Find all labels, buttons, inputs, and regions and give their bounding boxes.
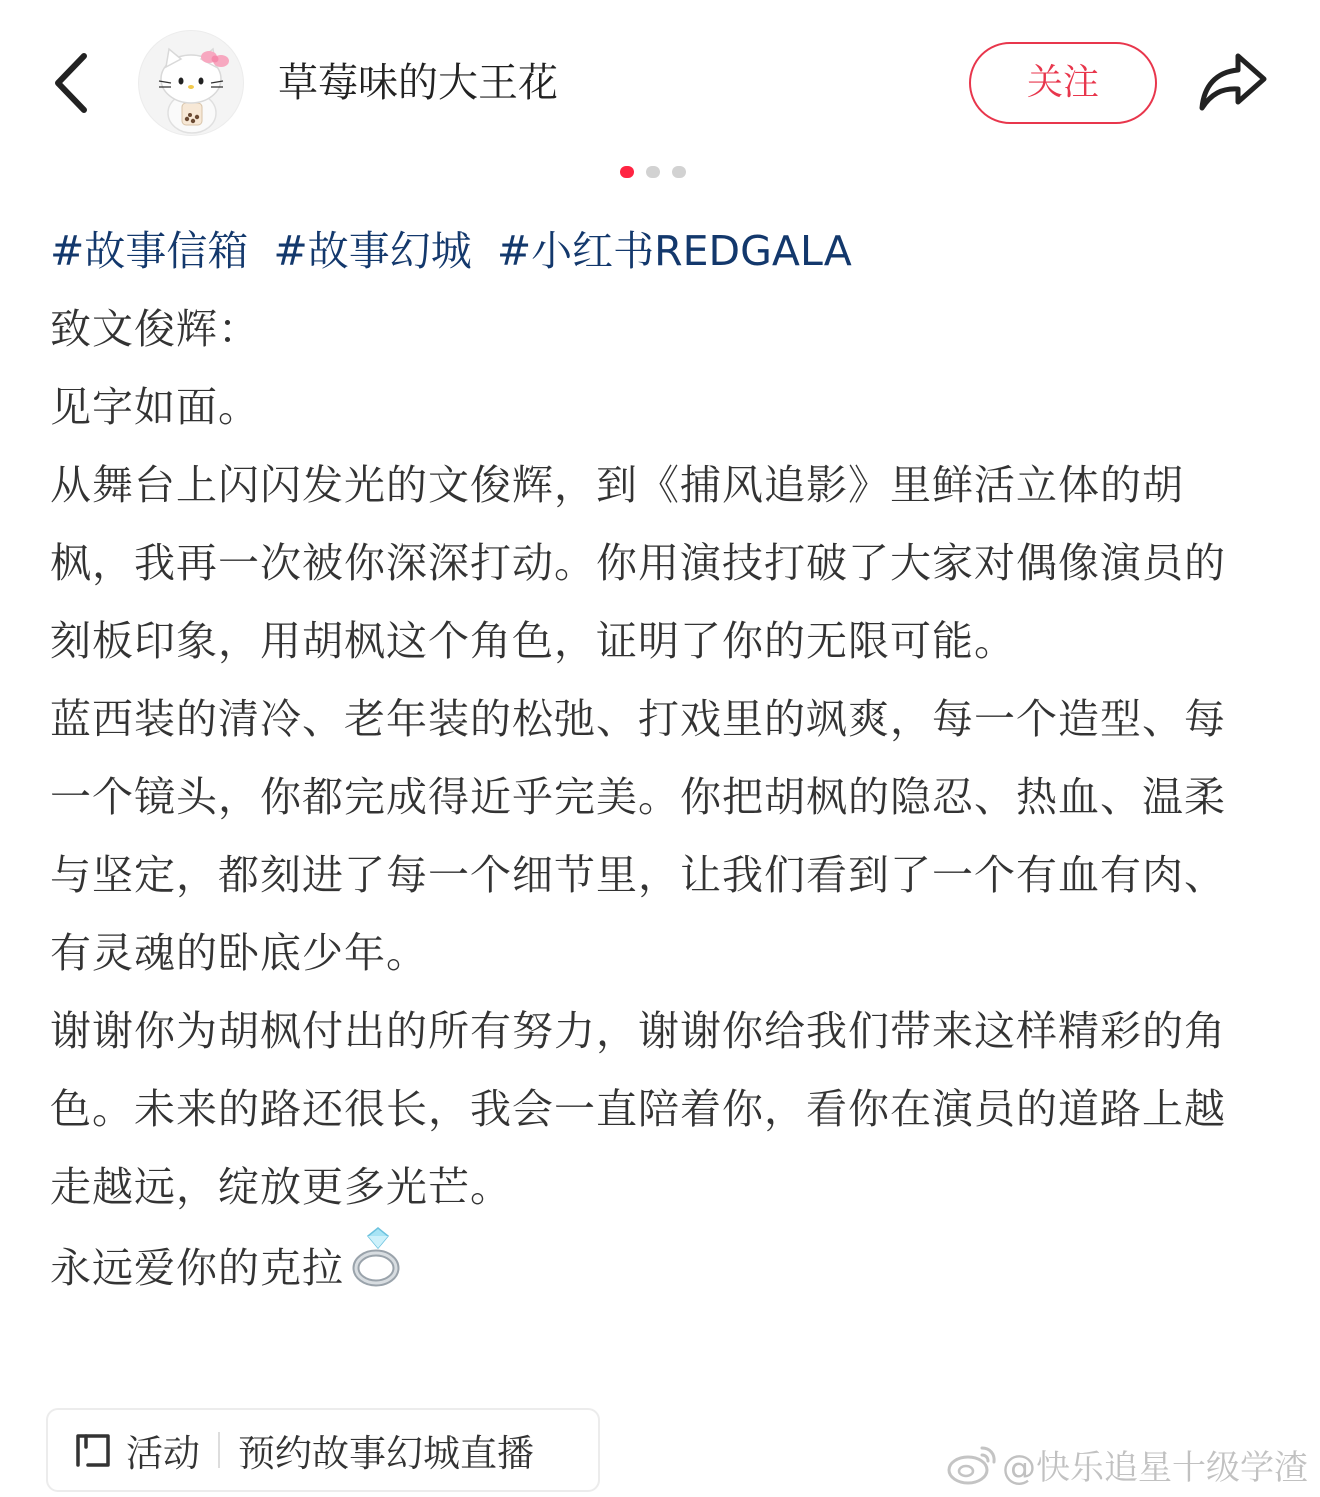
post-body — [50, 212, 1250, 1307]
activity-label: 活动 — [126, 1432, 200, 1475]
post-paragraph: 蓝西装的清冷、老年装的松弛、打戏里的飒爽，每一个造型、每一个镜头，你都完成得近乎完美。你把胡枫的隐忍、热血、温柔与坚定，都刻进了每一个细节里，让我们看到了一个有血有肉、有灵魂的卧底少年。 — [50, 695, 1226, 977]
hashtag-link[interactable]: #小红书REDGALA — [496, 227, 852, 275]
follow-button[interactable]: 关注 — [969, 42, 1157, 124]
post-paragraph: 见字如面。 — [50, 383, 260, 431]
chevron-left-icon — [46, 48, 102, 118]
activity-title: 预约故事幻城直播 — [238, 1432, 534, 1475]
activity-link[interactable] — [46, 1408, 600, 1492]
carousel-dot — [646, 166, 660, 178]
carousel-dot-active — [620, 166, 634, 178]
post-signature: 永远爱你的克拉 — [50, 1244, 344, 1292]
post-paragraph: 谢谢你为胡枫付出的所有努力，谢谢你给我们带来这样精彩的角色。未来的路还很长，我会一直陪着你，看你在演员的道路上越走越远，绽放更多光芒。 — [50, 1007, 1226, 1211]
divider — [218, 1432, 220, 1468]
back-button[interactable] — [46, 48, 102, 118]
post-signature-line — [50, 1226, 1250, 1307]
carousel-indicator — [620, 166, 686, 178]
avatar[interactable] — [138, 30, 244, 136]
post-paragraph: 致文俊辉： — [50, 305, 260, 353]
watermark-text: @快乐追星十级学渣 — [1002, 1447, 1308, 1488]
watermark — [946, 1436, 1308, 1492]
author-name[interactable]: 草莓味的大王花 — [278, 60, 558, 106]
hashtag-row — [50, 212, 1250, 290]
carousel-dot — [672, 166, 686, 178]
post-header — [0, 0, 1320, 160]
activity-ticket-icon — [74, 1431, 112, 1469]
hashtag-link[interactable]: #故事信箱 — [50, 227, 249, 275]
ring-emoji-icon — [348, 1226, 408, 1288]
post-paragraph: 从舞台上闪闪发光的文俊辉，到《捕风追影》里鲜活立体的胡枫，我再一次被你深深打动。你用演技打破了大家对偶像演员的刻板印象，用胡枫这个角色，证明了你的无限可能。 — [50, 461, 1226, 665]
weibo-logo-icon — [946, 1442, 998, 1486]
share-button[interactable] — [1196, 46, 1270, 116]
hello-kitty-avatar — [139, 31, 244, 136]
share-arrow-icon — [1196, 46, 1270, 116]
hashtag-link[interactable]: #故事幻城 — [273, 227, 472, 275]
